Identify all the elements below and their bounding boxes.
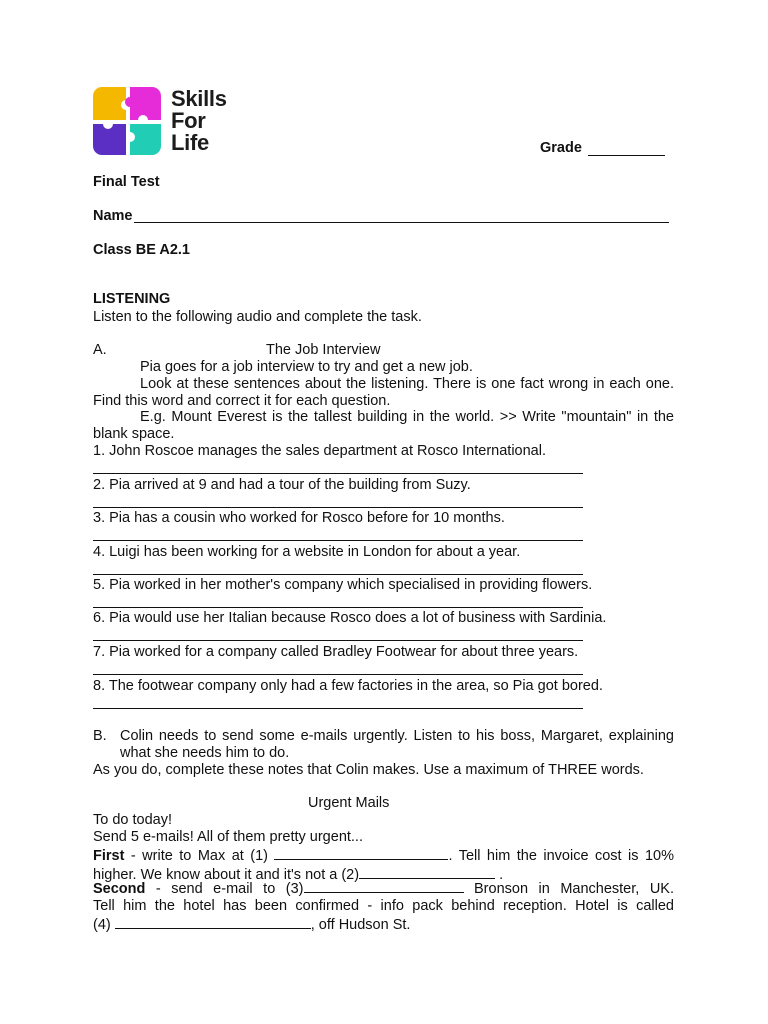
name-field[interactable] [134,222,669,223]
question-4: 4. Luigi has been working for a website in London for about a year. [93,544,521,560]
logo-line-2: For [171,108,206,133]
grade-label: Grade [540,140,582,156]
first-text-a: - write to Max at (1) [124,848,275,864]
grade-field[interactable] [588,155,665,156]
section-intro: Listen to the following audio and complete the task. [93,309,422,325]
second-text-c: Tell him the hotel has been confirmed - info pack behind reception. Hotel is called [93,897,674,914]
first-label: First [93,848,125,864]
first-text-d: . [495,866,504,883]
answer-line-5[interactable] [93,607,583,608]
first-note [93,846,674,884]
blank-4[interactable] [115,915,311,929]
second-label: Second [93,881,146,897]
answer-line-2[interactable] [93,507,583,508]
blank-2[interactable] [359,865,495,879]
send-line: Send 5 e-mails! All of them pretty urgent... [93,829,363,845]
part-a-intro-1: Pia goes for a job interview to try and get a new job. [140,359,473,375]
question-2: 2. Pia arrived at 9 and had a tour of the building from Suzy. [93,477,471,493]
second-text-e: , off Hudson St. [310,916,411,933]
question-8: 8. The footwear company only had a few factories in the area, so Pia got bored. [93,678,603,694]
skills-for-life-logo [93,87,233,157]
page-title: Final Test [93,174,160,190]
answer-line-6[interactable] [93,640,583,641]
todo-line: To do today! [93,812,172,828]
question-6: 6. Pia would use her Italian because Rosco does a lot of business with Sardinia. [93,610,607,626]
part-a-example: E.g. Mount Everest is the tallest building in the world. >> Write "mountain" in the blank space. [93,409,674,443]
blank-1[interactable] [274,846,448,860]
first-text-b: . Tell him the invoice cost is 10% [448,848,674,864]
section-heading: LISTENING [93,291,171,307]
part-b-intro: Colin needs to send some e-mails urgently. Listen to his boss, Margaret, explaining what she needs him to do. [120,728,674,761]
part-b-letter: B. [93,728,107,744]
first-text-c: higher. We know about it and it's not a (2) [93,866,360,883]
class-label: Class BE A2.1 [93,242,190,258]
part-b-instruction: As you do, complete these notes that Colin makes. Use a maximum of THREE words. [93,762,644,778]
part-a-instructions [93,359,674,443]
blank-3[interactable] [304,879,464,893]
puzzle-logo-icon [93,87,163,155]
name-label: Name [93,208,133,224]
logo-line-1: Skills [171,86,227,111]
answer-line-1[interactable] [93,473,583,474]
question-1: 1. John Roscoe manages the sales department at Rosco International. [93,443,546,459]
logo-line-3: Life [171,130,209,155]
second-text-b: Bronson in Manchester, UK. [463,881,674,897]
logo-wordmark [171,88,227,154]
answer-line-7[interactable] [93,674,583,675]
answer-line-8[interactable] [93,708,583,709]
answer-line-3[interactable] [93,540,583,541]
question-5: 5. Pia worked in her mother's company which specialised in providing flowers. [93,577,593,593]
part-b-title: Urgent Mails [308,795,390,811]
second-note [93,879,674,933]
question-3: 3. Pia has a cousin who worked for Rosco before for 10 months. [93,510,505,526]
part-a-intro-2: Look at these sentences about the listening. There is one fact wrong in each one. Find this word and correct it for each question. [93,375,674,409]
part-a-title: The Job Interview [266,342,381,358]
answer-line-4[interactable] [93,574,583,575]
second-text-a: - send e-mail to (3) [145,881,304,897]
question-7: 7. Pia worked for a company called Bradley Footwear for about three years. [93,644,579,660]
part-a-letter: A. [93,342,107,358]
second-text-d: (4) [93,916,115,933]
